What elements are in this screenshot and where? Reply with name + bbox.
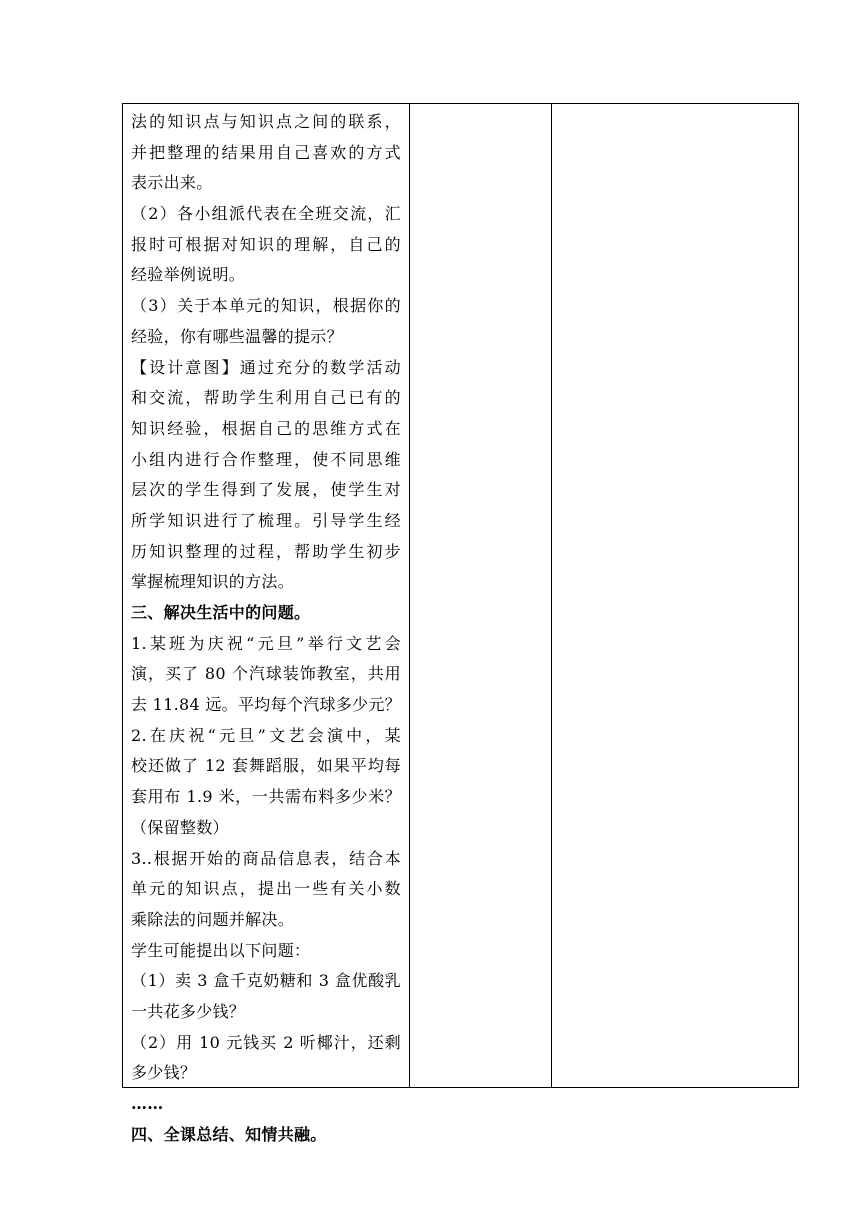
text-line: （1）卖 3 盒千克奶糖和 3 盒优酸乳 <box>131 971 401 991</box>
text-line: （2）各小组派代表在全班交流，汇 <box>131 204 401 224</box>
section-heading: 三、解决生活中的问题。 <box>131 603 311 622</box>
text-line: 演，买了 80 个汽球装饰教室，共用 <box>131 664 401 684</box>
text-line: （2）用 10 元钱买 2 听椰汁，还剩 <box>131 1032 401 1052</box>
student-activity-cell <box>409 104 551 1088</box>
design-notes-cell <box>551 104 798 1088</box>
text-line: 表示出来。 <box>131 173 213 193</box>
teaching-process-cell <box>123 104 410 1144</box>
text-line: 经验举例说明。 <box>131 265 246 285</box>
text-line: 学生可能提出以下问题： <box>131 940 311 960</box>
section-heading: …… <box>131 1094 164 1113</box>
text-line: 历知识整理的过程，帮助学生初步 <box>131 541 401 561</box>
table-row <box>123 104 799 1088</box>
text-line: 经验，你有哪些温馨的提示？ <box>131 326 343 346</box>
text-line: 所学知识进行了梳理。引导学生经 <box>131 510 401 530</box>
text-line: 2.在庆祝“元旦”文艺会演中，某 <box>131 725 401 745</box>
text-line: 校还做了 12 套舞蹈服，如果平均每 <box>131 756 401 776</box>
text-line: 单元的知识点，提出一些有关小数 <box>131 879 401 899</box>
text-line: 去 11.84 远。平均每个汽球多少元？ <box>131 695 401 715</box>
text-line: 并把整理的结果用自己喜欢的方式 <box>131 142 401 162</box>
lesson-plan-table <box>122 103 799 1144</box>
text-line: 小组内进行合作整理，使不同思维 <box>131 449 401 469</box>
text-line: （3）关于本单元的知识，根据你的 <box>131 296 401 316</box>
text-line: 一共花多少钱？ <box>131 1001 246 1021</box>
text-line: 【设计意图】通过充分的数学活动 <box>131 357 401 377</box>
text-line: 和交流，帮助学生利用自己已有的 <box>131 388 401 408</box>
text-line: （保留整数） <box>131 817 229 837</box>
text-line: 3..根据开始的商品信息表，结合本 <box>131 848 401 868</box>
text-line: 多少钱？ <box>131 1063 197 1083</box>
text-line: 知识经验，根据自己的思维方式在 <box>131 418 401 438</box>
teaching-process-text <box>123 104 409 1144</box>
text-line: 报时可根据对知识的理解，自己的 <box>131 234 401 254</box>
text-line: 层次的学生得到了发展，使学生对 <box>131 480 401 500</box>
text-line: 套用布 1.9 米，一共需布料多少米？ <box>131 787 401 807</box>
text-line: 掌握梳理知识的方法。 <box>131 572 295 592</box>
text-line: 1.某班为庆祝“元旦”举行文艺会 <box>131 633 401 653</box>
text-line: 乘除法的问题并解决。 <box>131 909 295 929</box>
section-heading: 四、全课总结、知情共融。 <box>131 1124 327 1144</box>
text-line: 法的知识点与知识点之间的联系， <box>131 112 401 131</box>
